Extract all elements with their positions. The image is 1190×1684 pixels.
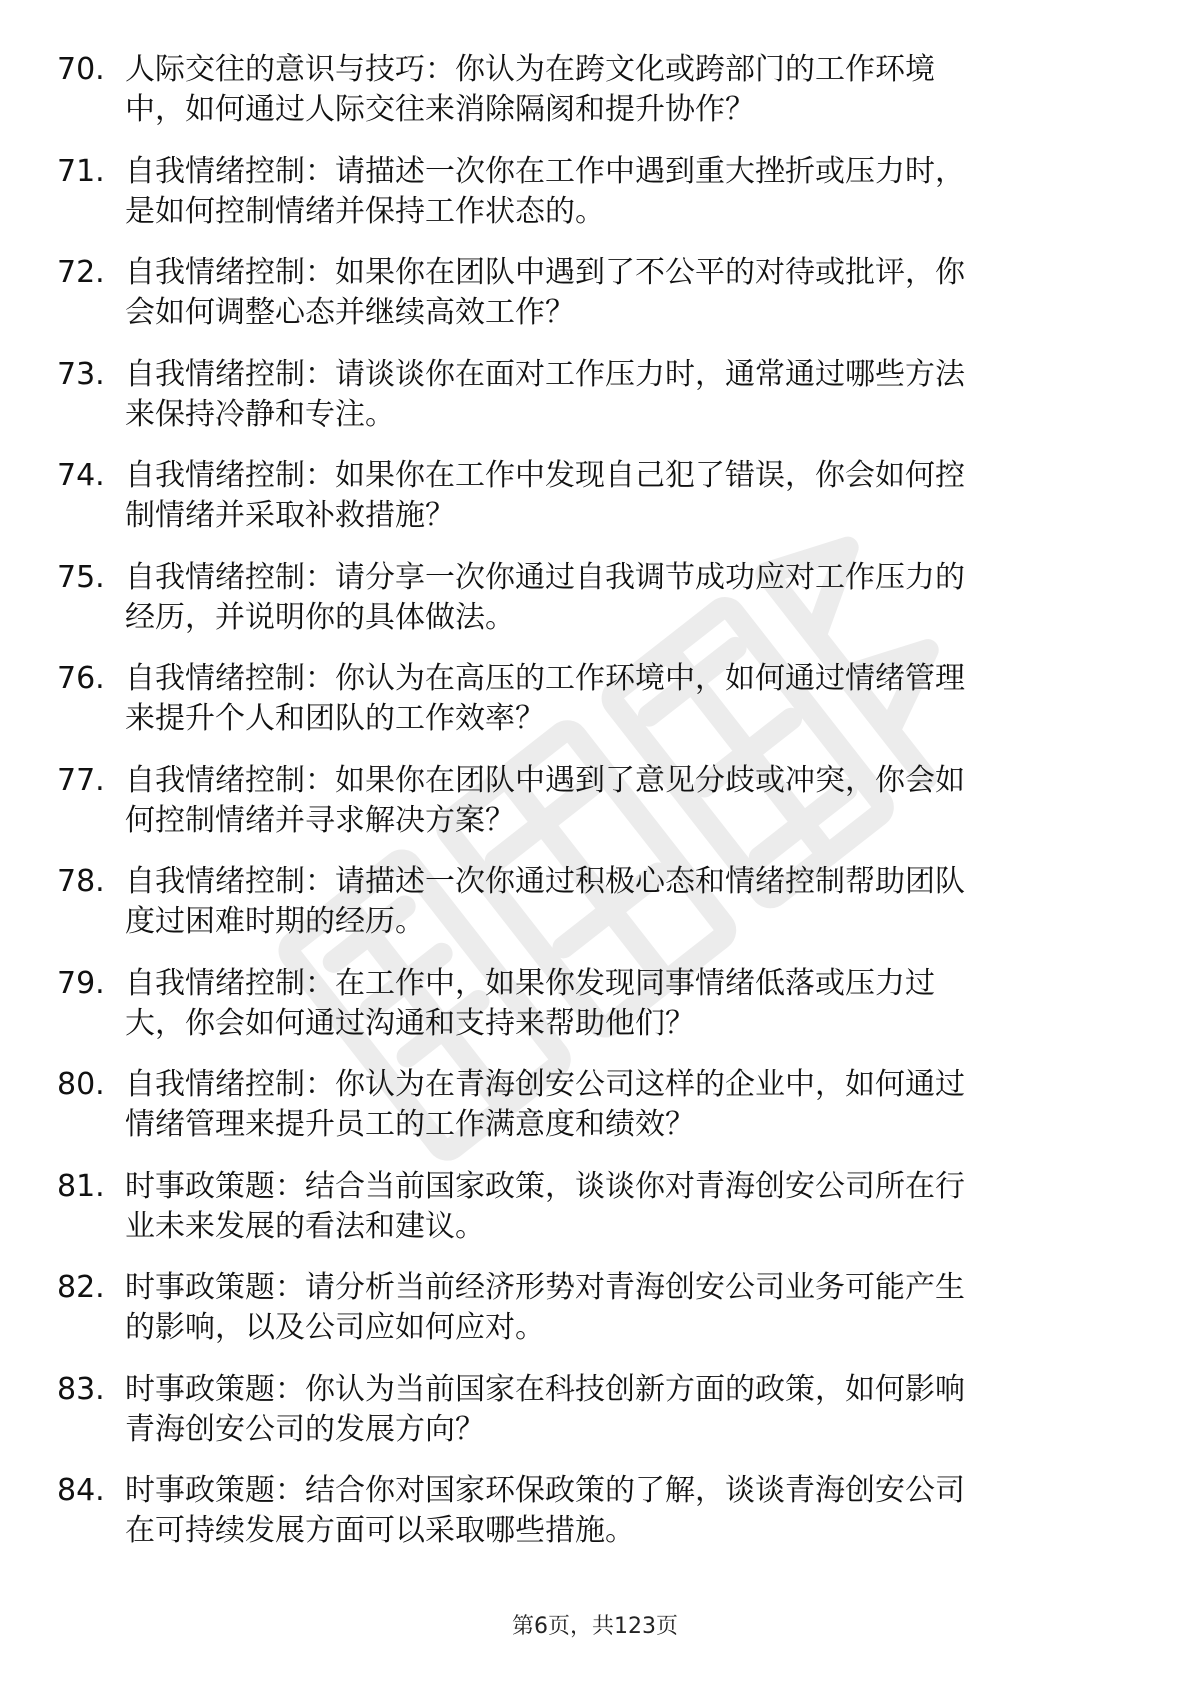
question-text <box>125 558 1115 638</box>
question-line: 自我情绪控制：请描述一次你在工作中遇到重大挫折或压力时， <box>125 153 965 189</box>
question-text <box>125 456 1115 536</box>
question-text <box>125 659 1115 739</box>
question-item <box>0 964 1190 1066</box>
question-number: 84. <box>57 1473 105 1508</box>
question-line: 情绪管理来提升员工的工作满意度和绩效？ <box>125 1107 695 1142</box>
question-item <box>0 862 1190 964</box>
question-item <box>0 152 1190 254</box>
question-line: 会如何调整心态并继续高效工作？ <box>125 295 575 330</box>
question-number: 74. <box>57 458 105 493</box>
question-text <box>125 1065 1115 1145</box>
question-number: 77. <box>57 762 105 798</box>
question-number: 80. <box>57 1067 105 1102</box>
question-text <box>125 1370 1115 1450</box>
question-text <box>125 355 1115 435</box>
question-number: 70. <box>57 52 105 87</box>
question-item <box>0 253 1190 355</box>
question-item <box>0 761 1190 863</box>
question-line: 何控制情绪并寻求解决方案？ <box>125 802 515 838</box>
question-line: 青海创安公司的发展方向？ <box>125 1411 485 1447</box>
question-line: 制情绪并采取补救措施？ <box>125 498 455 533</box>
question-item <box>0 1471 1190 1573</box>
question-number: 79. <box>57 965 105 1001</box>
question-line: 时事政策题：请分析当前经济形势对青海创安公司业务可能产生 <box>125 1270 965 1305</box>
question-line: 自我情绪控制：如果你在工作中发现自己犯了错误，你会如何控 <box>125 458 965 493</box>
question-number: 78. <box>57 864 105 899</box>
question-text <box>125 152 1115 232</box>
question-line: 经历，并说明你的具体做法。 <box>125 599 515 635</box>
question-text <box>125 1268 1115 1348</box>
question-line: 时事政策题：你认为当前国家在科技创新方面的政策，如何影响 <box>125 1371 965 1407</box>
question-line: 自我情绪控制：如果你在团队中遇到了不公平的对待或批评，你 <box>125 255 965 290</box>
question-list <box>0 50 1190 1573</box>
question-line: 是如何控制情绪并保持工作状态的。 <box>125 193 605 229</box>
question-text <box>125 50 1115 130</box>
question-line: 自我情绪控制：在工作中，如果你发现同事情绪低落或压力过 <box>125 965 935 1001</box>
question-item <box>0 558 1190 660</box>
question-text <box>125 1471 1115 1551</box>
question-item <box>0 1370 1190 1472</box>
question-number: 75. <box>57 559 105 595</box>
question-line: 业未来发展的看法和建议。 <box>125 1208 485 1244</box>
question-number: 81. <box>57 1168 105 1204</box>
question-line: 来保持冷静和专注。 <box>125 396 395 432</box>
question-item <box>0 355 1190 457</box>
question-line: 自我情绪控制：你认为在高压的工作环境中，如何通过情绪管理 <box>125 661 965 696</box>
question-line: 中，如何通过人际交往来消除隔阂和提升协作？ <box>125 92 755 127</box>
question-item <box>0 50 1190 152</box>
question-line: 自我情绪控制：请谈谈你在面对工作压力时，通常通过哪些方法 <box>125 356 965 392</box>
question-line: 人际交往的意识与技巧：你认为在跨文化或跨部门的工作环境 <box>125 52 935 87</box>
question-line: 在可持续发展方面可以采取哪些措施。 <box>125 1513 635 1548</box>
question-line: 时事政策题：结合当前国家政策，谈谈你对青海创安公司所在行 <box>125 1168 965 1204</box>
question-number: 82. <box>57 1270 105 1305</box>
question-number: 83. <box>57 1371 105 1407</box>
page-footer <box>0 1612 1190 1642</box>
question-text <box>125 253 1115 333</box>
question-line: 自我情绪控制：如果你在团队中遇到了意见分歧或冲突，你会如 <box>125 762 965 798</box>
question-line: 自我情绪控制：请描述一次你通过积极心态和情绪控制帮助团队 <box>125 864 965 899</box>
question-number: 71. <box>57 153 105 189</box>
question-line: 时事政策题：结合你对国家环保政策的了解，谈谈青海创安公司 <box>125 1473 965 1508</box>
question-item <box>0 1167 1190 1269</box>
question-line: 自我情绪控制：请分享一次你通过自我调节成功应对工作压力的 <box>125 559 965 595</box>
question-line: 的影响，以及公司应如何应对。 <box>125 1310 545 1345</box>
question-item <box>0 1065 1190 1167</box>
question-number: 73. <box>57 356 105 392</box>
question-text <box>125 862 1115 942</box>
question-number: 72. <box>57 255 105 290</box>
question-text <box>125 761 1115 841</box>
question-line: 自我情绪控制：你认为在青海创安公司这样的企业中，如何通过 <box>125 1067 965 1102</box>
question-line: 来提升个人和团队的工作效率？ <box>125 701 545 736</box>
page-number: 第6页，共123页 <box>512 1614 678 1639</box>
question-text <box>125 964 1115 1044</box>
question-line: 度过困难时期的经历。 <box>125 904 425 939</box>
question-line: 大，你会如何通过沟通和支持来帮助他们？ <box>125 1005 695 1041</box>
question-text <box>125 1167 1115 1247</box>
question-item <box>0 1268 1190 1370</box>
question-number: 76. <box>57 661 105 696</box>
question-item <box>0 456 1190 558</box>
question-item <box>0 659 1190 761</box>
